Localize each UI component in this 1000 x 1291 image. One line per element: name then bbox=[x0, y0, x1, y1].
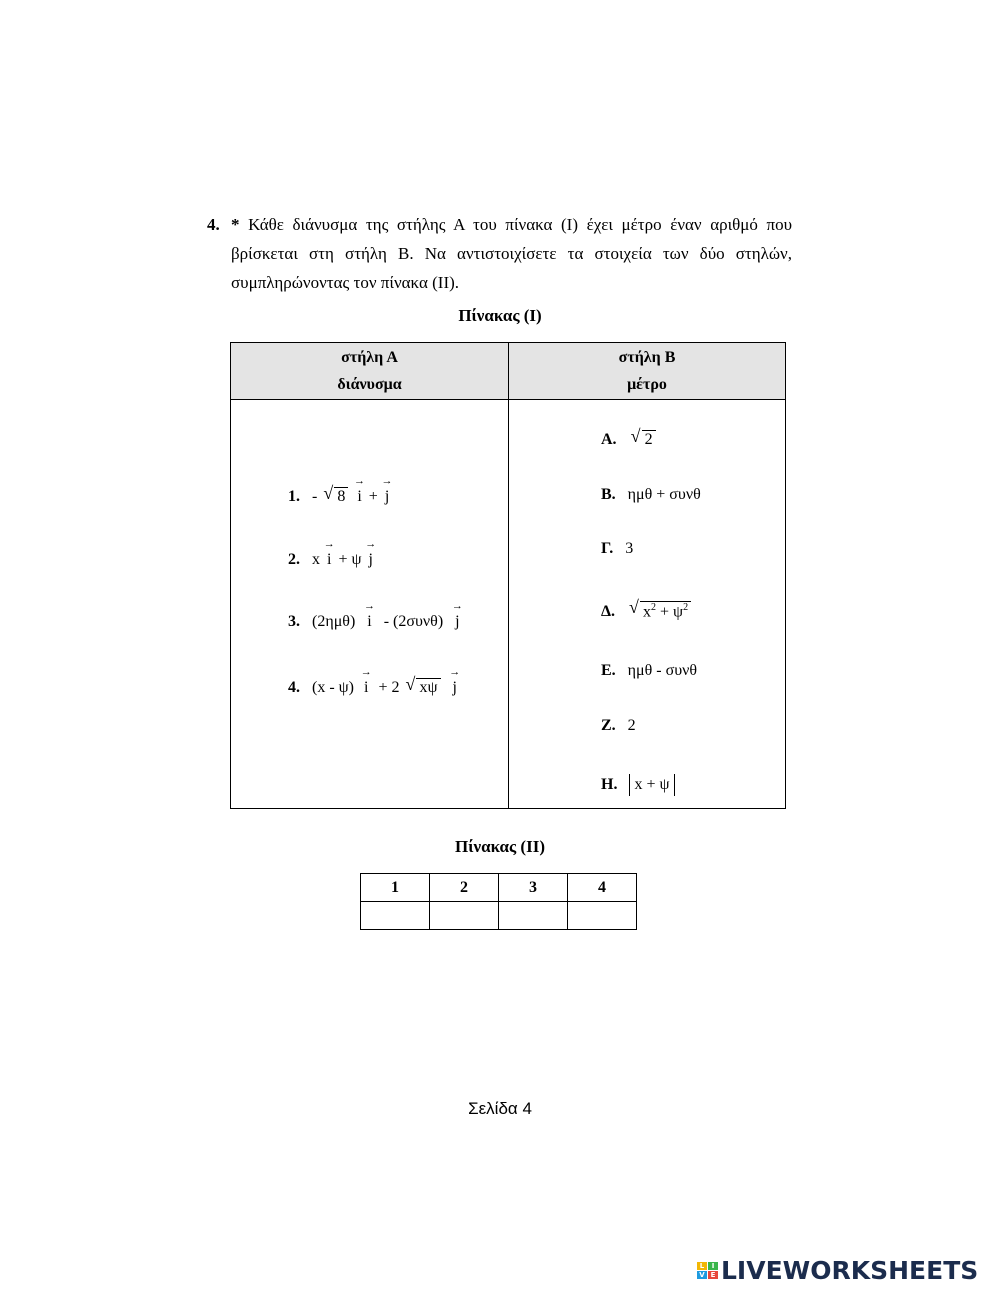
radicand bbox=[640, 601, 691, 621]
item-value: ημθ - συνθ bbox=[627, 662, 698, 679]
item-label: Α. bbox=[601, 431, 617, 448]
exponent: 2 bbox=[683, 602, 689, 613]
problem-text bbox=[231, 210, 792, 297]
expr-part: (2ημθ) bbox=[312, 613, 356, 630]
radicand-plus-psi: + ψ bbox=[660, 603, 684, 621]
item-label: Η. bbox=[601, 776, 618, 793]
item-label: Δ. bbox=[601, 603, 616, 621]
vector-item-1 bbox=[288, 483, 392, 506]
column-b-header bbox=[509, 343, 785, 401]
logo-text: LIVEWORKSHEETS bbox=[721, 1255, 979, 1285]
vector-j: → j bbox=[453, 679, 457, 697]
vector-j: → j bbox=[385, 488, 389, 506]
magnitude-item-a bbox=[601, 426, 658, 449]
matching-table bbox=[230, 342, 786, 809]
problem-number: 4. bbox=[207, 215, 220, 234]
magnitude-item-c bbox=[601, 540, 633, 558]
sqrt-symbol: √ xψ bbox=[405, 678, 440, 697]
column-a-subtitle: διάνυσμα bbox=[337, 376, 402, 393]
absolute-value: x + ψ bbox=[629, 774, 674, 796]
sqrt-symbol: √ $x^2 + \psi^2$ bbox=[629, 601, 691, 621]
expr-part: - (2συνθ) bbox=[383, 613, 444, 630]
magnitude-item-h bbox=[601, 774, 675, 796]
item-label: Ζ. bbox=[601, 717, 616, 734]
exponent: 2 bbox=[651, 602, 657, 613]
logo-block: E bbox=[708, 1271, 718, 1279]
vector-i: → i bbox=[327, 551, 331, 569]
sqrt-symbol: √ 8 bbox=[323, 487, 348, 506]
vector-j: → j bbox=[455, 613, 459, 631]
magnitude-item-e bbox=[601, 662, 697, 680]
answer-cell-1[interactable] bbox=[361, 902, 430, 930]
problem-body: Κάθε διάνυσμα της στήλης Α του πίνακα (Ι) έχει μέτρο έναν αριθμό που βρίσκεται στη στήλη Β. Να αντιστοιχίσετε τα στοιχεία των δύο στηλών, συμπληρώνοντας τον πίνακα (ΙΙ). bbox=[231, 215, 792, 292]
expr-part: + 2 bbox=[378, 679, 400, 696]
item-label: 3. bbox=[288, 613, 300, 630]
logo-blocks-icon bbox=[697, 1262, 718, 1279]
radicand: xψ bbox=[416, 678, 440, 697]
vector-i: → i bbox=[367, 613, 371, 631]
radicand: 2 bbox=[642, 430, 656, 449]
logo-block: I bbox=[708, 1262, 718, 1270]
radicand: 8 bbox=[334, 487, 348, 506]
page-number: Σελίδα 4 bbox=[468, 1099, 532, 1118]
item-label: Γ. bbox=[601, 540, 614, 557]
item-label: 4. bbox=[288, 679, 300, 696]
vector-j: → j bbox=[369, 551, 373, 569]
logo-block: L bbox=[697, 1262, 707, 1270]
problem-star: * bbox=[231, 215, 240, 234]
answer-table-header bbox=[361, 874, 637, 902]
radicand-x: x bbox=[643, 603, 652, 621]
problem-statement bbox=[207, 210, 792, 297]
answer-table bbox=[360, 873, 637, 930]
table2-caption: Πίνακας (ΙΙ) bbox=[455, 837, 545, 856]
answer-header-4: 4 bbox=[568, 874, 637, 902]
vector-item-3 bbox=[288, 613, 468, 631]
answer-cell-2[interactable] bbox=[430, 902, 499, 930]
table1-caption: Πίνακας (Ι) bbox=[458, 306, 542, 325]
item-value: 3 bbox=[625, 540, 634, 557]
item-value: 2 bbox=[627, 717, 636, 734]
column-b-subtitle: μέτρο bbox=[627, 376, 667, 393]
magnitude-item-d bbox=[601, 597, 693, 621]
liveworksheets-logo[interactable] bbox=[697, 1255, 978, 1285]
expr-part: x bbox=[312, 551, 320, 568]
vector-i: → i bbox=[357, 488, 361, 506]
sqrt-symbol: √ 2 bbox=[631, 430, 656, 449]
table1-column-divider bbox=[508, 343, 509, 808]
expr-part: - bbox=[312, 488, 318, 505]
expr-part: (x - ψ) bbox=[312, 679, 354, 696]
item-label: 1. bbox=[288, 488, 300, 505]
column-a-header bbox=[231, 343, 508, 401]
item-label: Ε. bbox=[601, 662, 616, 679]
item-label: 2. bbox=[288, 551, 300, 568]
vector-i: → i bbox=[364, 679, 368, 697]
vector-item-2 bbox=[288, 551, 376, 569]
logo-block: V bbox=[697, 1271, 707, 1279]
item-label: Β. bbox=[601, 486, 616, 503]
answer-header-2: 2 bbox=[430, 874, 499, 902]
answer-header-1: 1 bbox=[361, 874, 430, 902]
answer-cell-3[interactable] bbox=[499, 902, 568, 930]
expr-part: + bbox=[368, 488, 378, 505]
expr-part: + ψ bbox=[338, 551, 362, 568]
answer-header-3: 3 bbox=[499, 874, 568, 902]
answer-cell-4[interactable] bbox=[568, 902, 637, 930]
magnitude-item-z bbox=[601, 717, 636, 735]
magnitude-item-b bbox=[601, 486, 701, 504]
column-b-title: στήλη Β bbox=[618, 349, 676, 366]
item-value: ημθ + συνθ bbox=[627, 486, 701, 503]
column-a-title: στήλη Α bbox=[341, 349, 398, 366]
answer-table-row bbox=[361, 902, 637, 930]
vector-item-4 bbox=[288, 674, 463, 697]
